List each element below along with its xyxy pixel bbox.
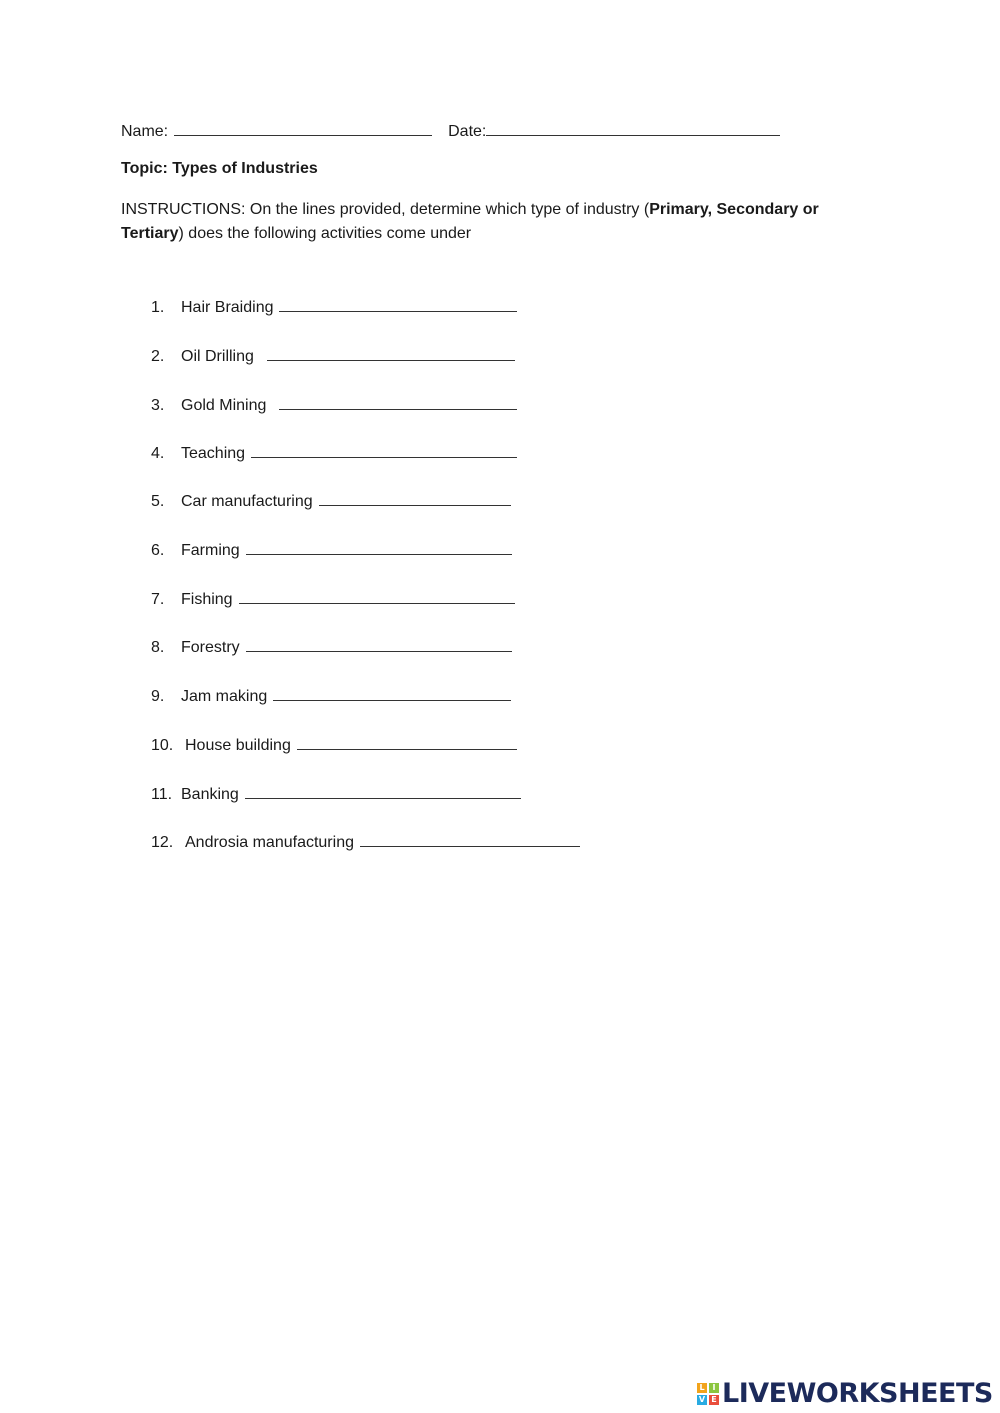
question-label: Teaching [181, 445, 246, 462]
name-blank[interactable] [174, 121, 432, 136]
question-label: Banking [181, 786, 239, 803]
logo-block-l: L [697, 1383, 707, 1393]
question-item [151, 297, 517, 317]
answer-blank[interactable] [246, 540, 512, 555]
question-item [151, 832, 580, 852]
logo-text: LIVEWORKSHEETS [722, 1378, 993, 1409]
answer-blank[interactable] [319, 491, 511, 506]
logo-block-v: V [698, 1395, 706, 1404]
liveworksheets-logo [697, 1378, 993, 1409]
question-item [151, 443, 517, 463]
question-item [151, 686, 511, 706]
question-label: Fishing [181, 591, 233, 608]
question-number: 1. [151, 299, 165, 316]
question-item [151, 784, 521, 804]
question-number: 10. [151, 737, 174, 754]
instructions-prefix: INSTRUCTIONS: On the lines provided, determine which type of industry ( [121, 201, 650, 218]
answer-blank[interactable] [279, 297, 517, 312]
question-number: 9. [151, 688, 165, 705]
question-number: 3. [151, 397, 165, 414]
date-label: Date: [448, 123, 487, 140]
question-number: 5. [151, 493, 165, 510]
answer-blank[interactable] [239, 589, 515, 604]
name-label: Name: [121, 123, 169, 140]
answer-blank[interactable] [245, 784, 521, 799]
question-item [151, 491, 511, 511]
question-label: Farming [181, 542, 240, 559]
question-label: Forestry [181, 639, 240, 656]
answer-blank[interactable] [279, 395, 517, 410]
question-number: 11. [151, 786, 173, 803]
question-number: 2. [151, 348, 165, 365]
question-label: Androsia manufacturing [185, 834, 354, 851]
date-blank[interactable] [486, 121, 780, 136]
question-number: 6. [151, 542, 165, 559]
question-label: Car manufacturing [181, 493, 313, 510]
question-item [151, 540, 512, 560]
logo-block-i: I [709, 1383, 719, 1393]
question-label: Oil Drilling [181, 348, 254, 365]
answer-blank[interactable] [360, 832, 580, 847]
logo-block-e: E [709, 1395, 719, 1405]
answer-blank[interactable] [297, 735, 517, 750]
question-item [151, 637, 512, 657]
answer-blank[interactable] [246, 637, 512, 652]
header-row [121, 121, 780, 141]
topic-heading: Topic: Types of Industries [121, 160, 318, 177]
instructions-industries: Primary, Secondary or Tertiary [121, 201, 819, 242]
answer-blank[interactable] [251, 443, 517, 458]
answer-blank[interactable] [267, 346, 515, 361]
question-number: 12. [151, 834, 174, 851]
question-item [151, 395, 517, 415]
question-label: Hair Braiding [181, 299, 274, 316]
question-item [151, 589, 515, 609]
logo-blocks-icon [697, 1383, 719, 1405]
question-number: 4. [151, 445, 165, 462]
question-item [151, 346, 515, 366]
question-number: 8. [151, 639, 165, 656]
instructions [121, 198, 861, 246]
question-label: Jam making [181, 688, 268, 705]
instructions-suffix: ) does the following activities come under [178, 225, 472, 242]
answer-blank[interactable] [273, 686, 511, 701]
question-label: House building [185, 737, 291, 754]
question-number: 7. [151, 591, 165, 608]
question-label: Gold Mining [181, 397, 267, 414]
question-item [151, 735, 517, 755]
